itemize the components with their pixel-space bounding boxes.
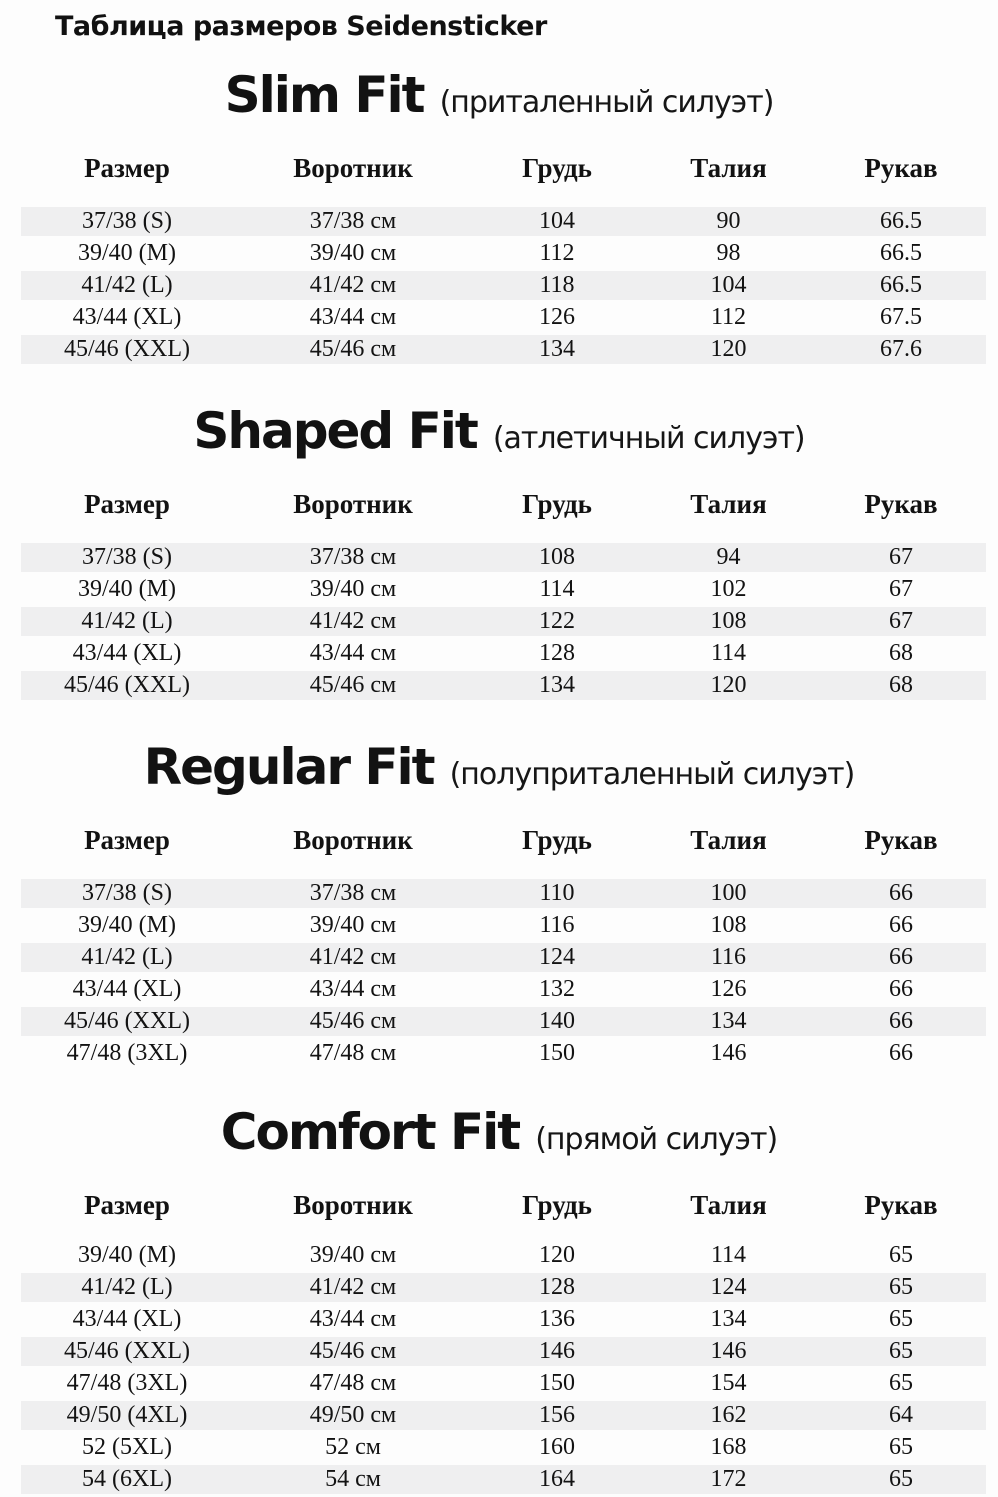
sleeve-cell: 65 [816,1272,986,1304]
sleeve-cell: 67 [816,606,986,638]
table-row [21,606,986,638]
sleeve-cell: 66.5 [816,270,986,302]
waist-cell: 126 [710,976,747,1002]
waist-cell: 120 [641,670,816,702]
table-row [21,542,986,574]
collar-cell: 47/48 см [309,1040,397,1066]
chest-cell: 134 [473,334,641,366]
collar-cell: 43/44 см [309,976,397,1002]
sleeve-cell: 66 [816,1006,986,1038]
chest-cell: 164 [473,1464,641,1496]
waist-cell: 102 [710,576,747,602]
table-row [21,270,986,302]
table-row [21,238,986,270]
sleeve-cell: 67.5 [880,304,922,330]
collar-cell: 39/40 см [309,240,397,266]
waist-cell: 154 [710,1370,747,1396]
chest-cell: 112 [539,240,575,266]
waist-cell: 90 [641,206,816,238]
size-table-slim-fit [21,143,986,367]
page-title: Таблица размеров Seidensticker [55,11,547,42]
chest-cell: 128 [539,640,575,666]
waist-cell: 134 [710,1306,747,1332]
column-header-size: Размер [84,825,170,855]
column-header-sleeve: Рукав [864,153,938,183]
sleeve-cell: 66 [816,942,986,974]
column-header-collar: Воротник [293,825,413,855]
size-cell: 49/50 (4XL) [21,1400,233,1432]
size-cell: 47/48 (3XL) [66,1370,188,1396]
collar-cell: 45/46 см [233,1006,473,1038]
column-header-chest: Грудь [522,489,592,519]
header-row [21,143,986,206]
waist-cell: 112 [710,304,747,330]
table-row [21,638,986,670]
waist-cell: 116 [641,942,816,974]
collar-cell: 43/44 см [309,1306,397,1332]
sleeve-cell: 65 [889,1306,913,1332]
chest-cell: 150 [539,1040,575,1066]
waist-cell: 124 [641,1272,816,1304]
sleeve-cell: 66.5 [880,240,922,266]
table-row [21,1241,986,1272]
waist-cell: 134 [641,1006,816,1038]
header-row [21,1180,986,1241]
chest-cell: 156 [473,1400,641,1432]
chest-cell: 150 [539,1370,575,1396]
chest-cell: 134 [473,670,641,702]
collar-cell: 41/42 см [233,942,473,974]
section-title: Slim Fit [224,66,424,124]
table-row [21,1432,986,1464]
table-row [21,878,986,910]
sleeve-cell: 66 [816,878,986,910]
column-header-chest: Грудь [522,153,592,183]
size-cell: 37/38 (S) [21,542,233,574]
size-cell: 45/46 (XXL) [21,670,233,702]
column-header-sleeve: Рукав [864,1190,938,1220]
size-cell: 45/46 (XXL) [21,1336,233,1368]
waist-cell: 98 [716,240,741,266]
section-heading-regular-fit [0,737,998,807]
sleeve-cell: 64 [816,1400,986,1432]
size-table-shaped-fit [21,479,986,703]
table-row [21,1464,986,1496]
size-cell: 45/46 (XXL) [21,334,233,366]
size-cell: 41/42 (L) [21,606,233,638]
section-title: Regular Fit [143,738,434,796]
size-cell: 47/48 (3XL) [66,1040,188,1066]
sleeve-cell: 65 [889,1370,913,1396]
table-row [21,974,986,1006]
chest-cell: 140 [473,1006,641,1038]
table-row [21,574,986,606]
waist-cell: 108 [641,606,816,638]
table-row [21,1368,986,1400]
chest-cell: 118 [473,270,641,302]
chest-cell: 128 [473,1272,641,1304]
size-cell: 37/38 (S) [21,206,233,238]
column-header-waist: Талия [690,825,767,855]
column-header-collar: Воротник [293,1190,413,1220]
chest-cell: 146 [473,1336,641,1368]
size-cell: 39/40 (M) [78,576,176,602]
column-header-size: Размер [84,489,170,519]
sleeve-cell: 68 [816,670,986,702]
collar-cell: 39/40 см [309,576,397,602]
section-regular-fit [0,737,998,1068]
size-table-regular-fit [21,815,986,1068]
collar-cell: 37/38 см [233,542,473,574]
section-heading-comfort-fit [0,1102,998,1172]
table-row [21,1038,986,1069]
collar-cell: 37/38 см [233,878,473,910]
column-header-sleeve: Рукав [864,825,938,855]
collar-cell: 45/46 см [233,1336,473,1368]
size-cell: 41/42 (L) [21,1272,233,1304]
sleeve-cell: 67.6 [816,334,986,366]
column-header-waist: Талия [690,489,767,519]
section-subtitle: (прямой силуэт) [535,1122,778,1157]
table-row [21,334,986,366]
sleeve-cell: 66 [889,912,913,938]
table-row [21,1400,986,1432]
section-slim-fit [0,65,998,367]
column-header-chest: Грудь [522,825,592,855]
chest-cell: 136 [539,1306,575,1332]
size-cell: 43/44 (XL) [72,640,182,666]
collar-cell: 43/44 см [309,304,397,330]
collar-cell: 45/46 см [233,670,473,702]
sleeve-cell: 68 [889,640,913,666]
chest-cell: 122 [473,606,641,638]
chest-cell: 160 [539,1434,575,1460]
collar-cell: 54 см [233,1464,473,1496]
sleeve-cell: 67 [889,576,913,602]
size-cell: 43/44 (XL) [72,304,182,330]
size-cell: 41/42 (L) [21,942,233,974]
collar-cell: 41/42 см [233,606,473,638]
waist-cell: 168 [710,1434,747,1460]
chest-cell: 120 [539,1242,575,1268]
sleeve-cell: 65 [816,1336,986,1368]
collar-cell: 39/40 см [309,1242,397,1268]
section-subtitle: (атлетичный силуэт) [492,421,805,456]
section-shaped-fit [0,401,998,703]
table-row [21,302,986,334]
waist-cell: 114 [710,640,747,666]
chest-cell: 132 [539,976,575,1002]
collar-cell: 37/38 см [233,206,473,238]
waist-cell: 108 [710,912,747,938]
collar-cell: 41/42 см [233,270,473,302]
collar-cell: 43/44 см [309,640,397,666]
section-subtitle: (приталенный силуэт) [439,85,774,120]
waist-cell: 120 [641,334,816,366]
size-cell: 52 (5XL) [82,1434,172,1460]
chest-cell: 108 [473,542,641,574]
size-cell: 43/44 (XL) [72,1306,182,1332]
column-header-sleeve: Рукав [864,489,938,519]
column-header-size: Размер [84,1190,170,1220]
chest-cell: 124 [473,942,641,974]
waist-cell: 104 [641,270,816,302]
column-header-waist: Талия [690,153,767,183]
table-row [21,910,986,942]
section-heading-shaped-fit [0,401,998,471]
table-row [21,942,986,974]
table-row [21,670,986,702]
sleeve-cell: 65 [889,1242,913,1268]
column-header-collar: Воротник [293,489,413,519]
sleeve-cell: 66.5 [816,206,986,238]
collar-cell: 41/42 см [233,1272,473,1304]
column-header-collar: Воротник [293,153,413,183]
collar-cell: 52 см [325,1434,381,1460]
collar-cell: 49/50 см [233,1400,473,1432]
chest-cell: 104 [473,206,641,238]
collar-cell: 45/46 см [233,334,473,366]
collar-cell: 39/40 см [309,912,397,938]
waist-cell: 94 [641,542,816,574]
size-cell: 45/46 (XXL) [21,1006,233,1038]
chest-cell: 114 [539,576,575,602]
table-row [21,1336,986,1368]
chest-cell: 126 [539,304,575,330]
chest-cell: 116 [539,912,575,938]
table-row [21,1006,986,1038]
waist-cell: 100 [641,878,816,910]
size-cell: 39/40 (M) [78,240,176,266]
sleeve-cell: 66 [889,976,913,1002]
table-row [21,1304,986,1336]
waist-cell: 146 [710,1040,747,1066]
sleeve-cell: 67 [816,542,986,574]
chest-cell: 110 [473,878,641,910]
section-subtitle: (полуприталенный силуэт) [449,757,855,792]
section-heading-slim-fit [0,65,998,135]
size-cell: 54 (6XL) [21,1464,233,1496]
size-cell: 39/40 (M) [78,1242,176,1268]
header-row [21,479,986,542]
section-comfort-fit [0,1102,998,1497]
size-table-comfort-fit [21,1180,986,1497]
header-row [21,815,986,878]
column-header-size: Размер [84,153,170,183]
column-header-waist: Талия [690,1190,767,1220]
section-title: Comfort Fit [220,1103,520,1161]
size-cell: 41/42 (L) [21,270,233,302]
collar-cell: 47/48 см [309,1370,397,1396]
size-cell: 37/38 (S) [21,878,233,910]
section-title: Shaped Fit [193,402,477,460]
waist-cell: 114 [710,1242,747,1268]
table-row [21,1272,986,1304]
sleeve-cell: 66 [889,1040,913,1066]
size-cell: 39/40 (M) [78,912,176,938]
sleeve-cell: 65 [816,1464,986,1496]
column-header-chest: Грудь [522,1190,592,1220]
waist-cell: 146 [641,1336,816,1368]
waist-cell: 172 [641,1464,816,1496]
sleeve-cell: 65 [889,1434,913,1460]
size-cell: 43/44 (XL) [72,976,182,1002]
waist-cell: 162 [641,1400,816,1432]
table-row [21,206,986,238]
